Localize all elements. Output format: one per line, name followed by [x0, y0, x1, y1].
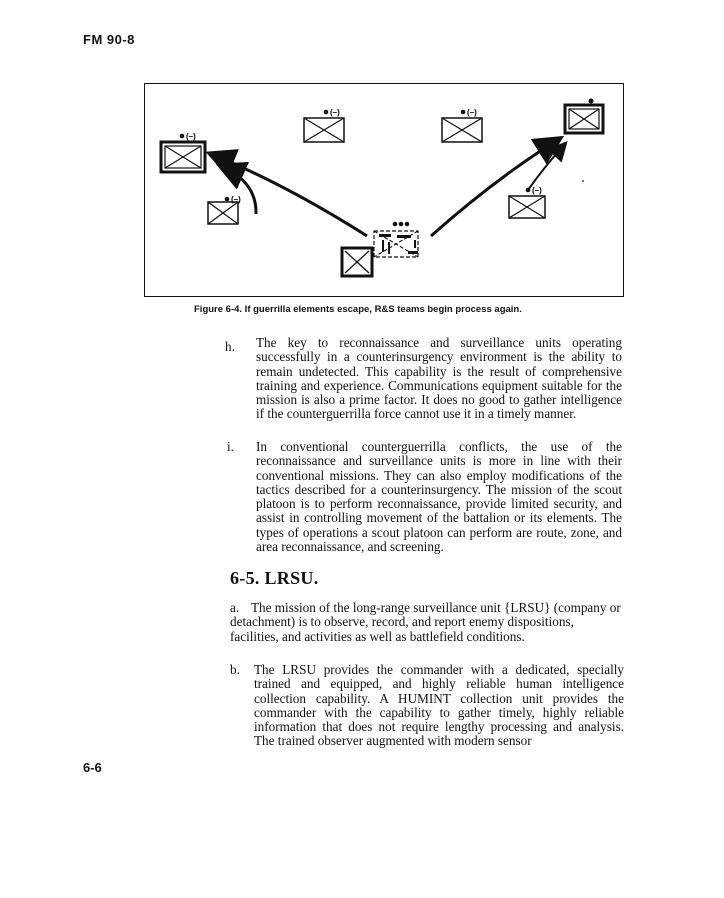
paragraph-text: The LRSU provides the commander with a dedicated, specially trained and equipped, and highly reliable human intelligence collection capability. A HUMINT collection unit provides the commander with the capability to gather timely, highly reliable information that does not require lengthy processing and analysis. The trained observer augmented with modern sensor: [254, 662, 624, 749]
paragraph-text: The key to reconnaissance and surveillance units operating successfully in a counterinsurgency environment is the ability to remain undetected. This capability is the result of comprehensive training and experience. Communications equipment suitable for the mission is also a prime factor. It does no good to gather intelligence if the counterguerrilla force cannot use it in a timely manner.: [256, 335, 622, 422]
arrow-right-return: [528, 144, 565, 190]
paragraph-i: [225, 440, 623, 555]
unit-symbol-right-lower: [509, 186, 545, 218]
paragraph-a: [230, 601, 624, 661]
page-number: 6-6: [83, 760, 102, 775]
paragraph-marker: a.: [230, 600, 240, 615]
section-heading: 6-5. LRSU.: [230, 568, 319, 588]
unit-label-top-left: (–): [330, 108, 340, 117]
manual-code: FM 90-8: [83, 32, 135, 47]
paragraph-marker: i.: [227, 439, 234, 454]
unit-label-right-lower: (–): [532, 186, 542, 195]
unit-symbol-right: [565, 99, 603, 134]
unit-label-left-lower: (–): [231, 195, 241, 204]
unit-symbol-top-right: [442, 108, 482, 142]
unit-symbol-left-lower: [208, 195, 241, 224]
unit-label-top-right: (–): [467, 108, 477, 117]
paragraph-text: In conventional counterguerrilla conflicts, the use of the reconnaissance and surveillance units is more in line with their conventional missions. They can also employ modifications of the tactics described for a counterinsurgency. The mission of the scout platoon is to perform reconnaissance, provide limited security, and assist in controlling movement of the battalion or its elements. The types of operations a scout platoon can perform are route, zone, and area reconnaissance, and screening.: [256, 439, 622, 555]
paragraph-marker: b.: [230, 662, 240, 677]
figure-6-4: [144, 83, 624, 297]
center-unit-cluster: [342, 222, 418, 276]
figure-caption: Figure 6-4. If guerrilla elements escape, R&S teams begin process again.: [194, 304, 522, 315]
paragraph-marker: h.: [225, 339, 235, 354]
paragraph-b: [230, 663, 624, 753]
unit-symbol-left: [161, 132, 205, 172]
unit-symbol-top-left: [304, 108, 344, 142]
figure-diagram: [145, 84, 623, 296]
paragraph-h: [225, 336, 623, 436]
paragraph-text: The mission of the long-range surveillance unit {LRSU} (company or detachment) is to observe, record, and report enemy dispositions, facilities, and activities as well as battlefield conditions.: [230, 600, 621, 644]
stray-dot: [582, 180, 584, 182]
unit-label-left: (–): [186, 132, 196, 141]
